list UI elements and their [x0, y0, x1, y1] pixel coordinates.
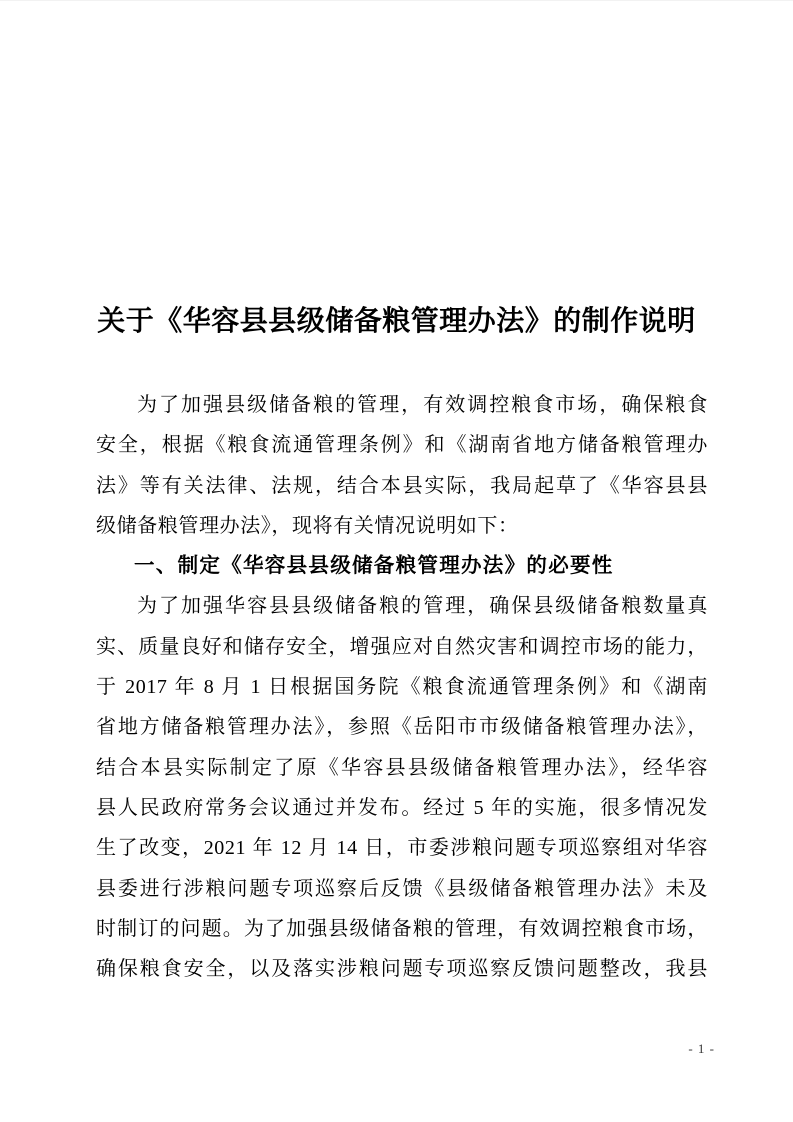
paragraph-line: 县委进行涉粮问题专项巡察后反馈《县级储备粮管理办法》未及	[96, 877, 708, 900]
paragraph-line: 法》等有关法律、法规，结合本县实际，我局起草了《华容县县	[96, 474, 708, 497]
paragraph-line: 级储备粮管理办法》，现将有关情况说明如下：	[96, 514, 519, 537]
paragraph-line: 生了改变，2021 年 12 月 14 日，市委涉粮问题专项巡察组对华容	[96, 837, 708, 860]
paragraph-line: 实、质量良好和储存安全，增强应对自然灾害和调控市场的能力，	[96, 635, 708, 658]
document-title: 关于《华容县县级储备粮管理办法》的制作说明	[97, 306, 696, 337]
document-body	[96, 385, 708, 989]
paragraph-line: 为了加强华容县县级储备粮的管理，确保县级储备粮数量真	[137, 595, 708, 618]
paragraph-line: 时制订的问题。为了加强县级储备粮的管理，有效调控粮食市场，	[96, 917, 708, 940]
paragraph-line: 安全，根据《粮食流通管理条例》和《湖南省地方储备粮管理办	[96, 434, 708, 457]
section-heading: 一、制定《华容县县级储备粮管理办法》的必要性	[134, 555, 614, 578]
paragraph-line: 确保粮食安全，以及落实涉粮问题专项巡察反馈问题整改，我县	[96, 958, 708, 981]
paragraph-line: 为了加强县级储备粮的管理，有效调控粮食市场，确保粮食	[137, 394, 708, 416]
paragraph-line: 省地方储备粮管理办法》，参照《岳阳市市级储备粮管理办法》，	[96, 716, 708, 739]
page-number: - 1 -	[688, 1041, 715, 1056]
paragraph-line: 结合本县实际制定了原《华容县县级储备粮管理办法》，经华容	[96, 756, 708, 779]
paragraph-line: 于 2017 年 8 月 1 日根据国务院《粮食流通管理条例》和《湖南	[96, 676, 708, 699]
paragraph-line: 县人民政府常务会议通过并发布。经过 5 年的实施，很多情况发	[96, 796, 708, 819]
